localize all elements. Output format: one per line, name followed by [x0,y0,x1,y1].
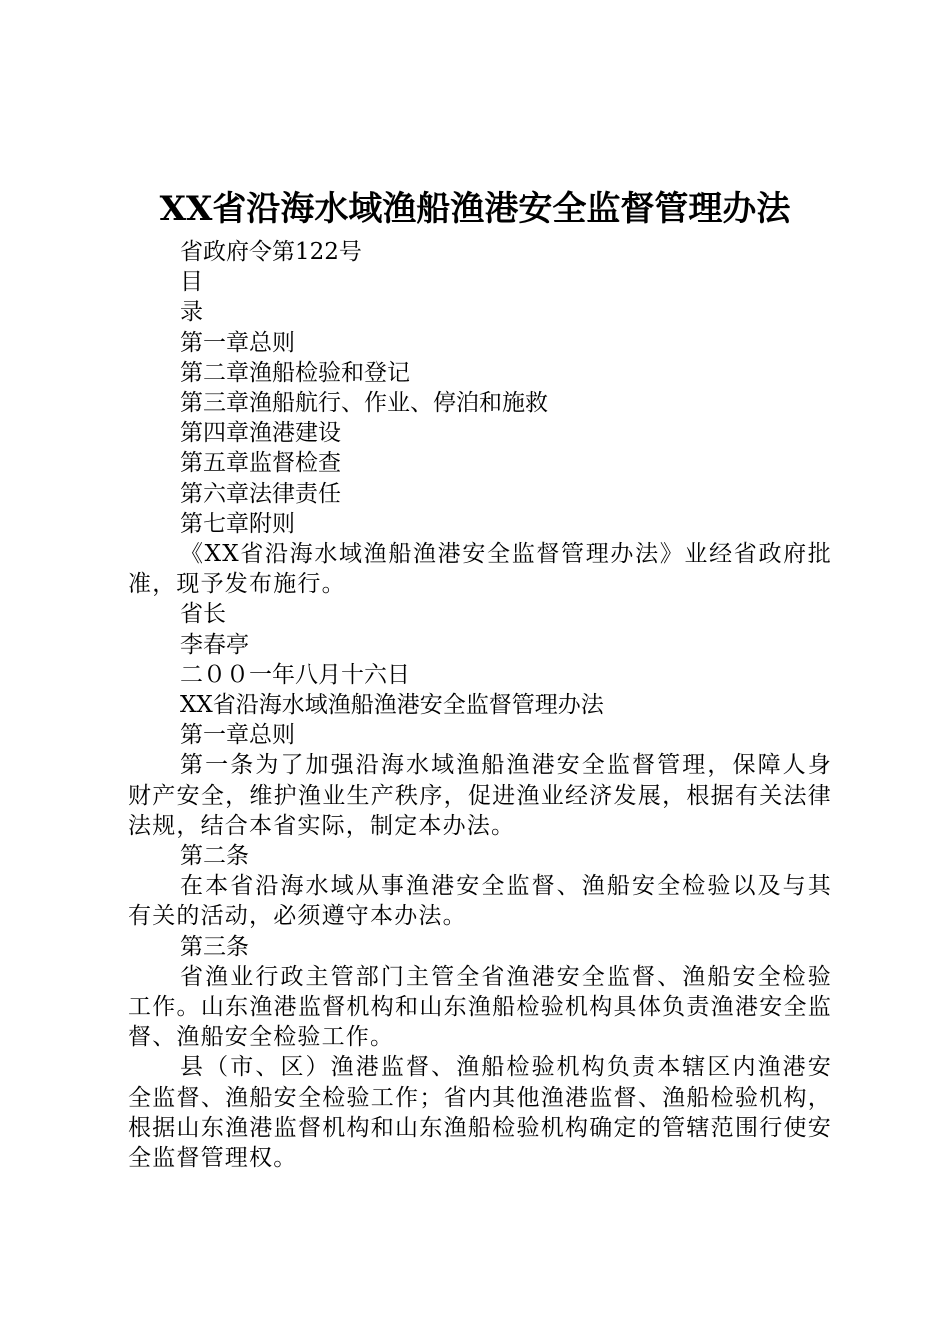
toc-heading-part-1: 目 [180,269,203,296]
promulgation-date: 二００一年八月十六日 [180,661,410,688]
document-body [128,237,832,1173]
toc-item-chapter-1: 第一章总则 [180,329,295,356]
toc-heading-part-2: 录 [180,299,203,326]
signer-title: 省长 [180,601,226,628]
article-3-paragraph-1: 省渔业行政主管部门主管全省渔港安全监督、渔船安全检验工作。山东渔港监督机构和山东渔船检验机构具体负责渔港安全监督、渔船安全检验工作。 [128,963,832,1051]
promulgation-paragraph: 《XX省沿海水域渔船渔港安全监督管理办法》业经省政府批准，现予发布施行。 [128,541,832,598]
article-2-paragraph: 在本省沿海水域从事渔港安全监督、渔船安全检验以及与其有关的活动，必须遵守本办法。 [128,873,832,930]
toc-item-chapter-7: 第七章附则 [180,510,295,537]
toc-item-chapter-2: 第二章渔船检验和登记 [180,359,410,386]
article-1-paragraph: 第一条为了加强沿海水域渔船渔港安全监督管理，保障人身财产安全，维护渔业生产秩序，促进渔业经济发展，根据有关法律法规，结合本省实际，制定本办法。 [128,752,832,839]
regulation-subtitle: XX省沿海水域渔船渔港安全监督管理办法 [180,692,604,719]
article-2-heading: 第二条 [180,843,249,870]
toc-item-chapter-4: 第四章渔港建设 [180,420,341,447]
article-3-paragraph-2: 县（市、区）渔港监督、渔船检验机构负责本辖区内渔港安全监督、渔船安全检验工作；省内其他渔港监督、渔船检验机构，根据山东渔港监督机构和山东渔船检验机构确定的管辖范围行使安全监督管理权。 [128,1054,832,1172]
toc-item-chapter-5: 第五章监督检查 [180,450,341,477]
document-title: XX省沿海水域渔船渔港安全监督管理办法 [159,189,791,229]
chapter-1-heading: 第一章总则 [180,722,295,749]
order-number: 省政府令第122号 [180,239,362,265]
signer-name: 李春亭 [180,631,249,658]
toc-item-chapter-3: 第三章渔船航行、作业、停泊和施救 [180,390,548,417]
toc-item-chapter-6: 第六章法律责任 [180,480,341,507]
article-3-heading: 第三条 [180,933,249,960]
